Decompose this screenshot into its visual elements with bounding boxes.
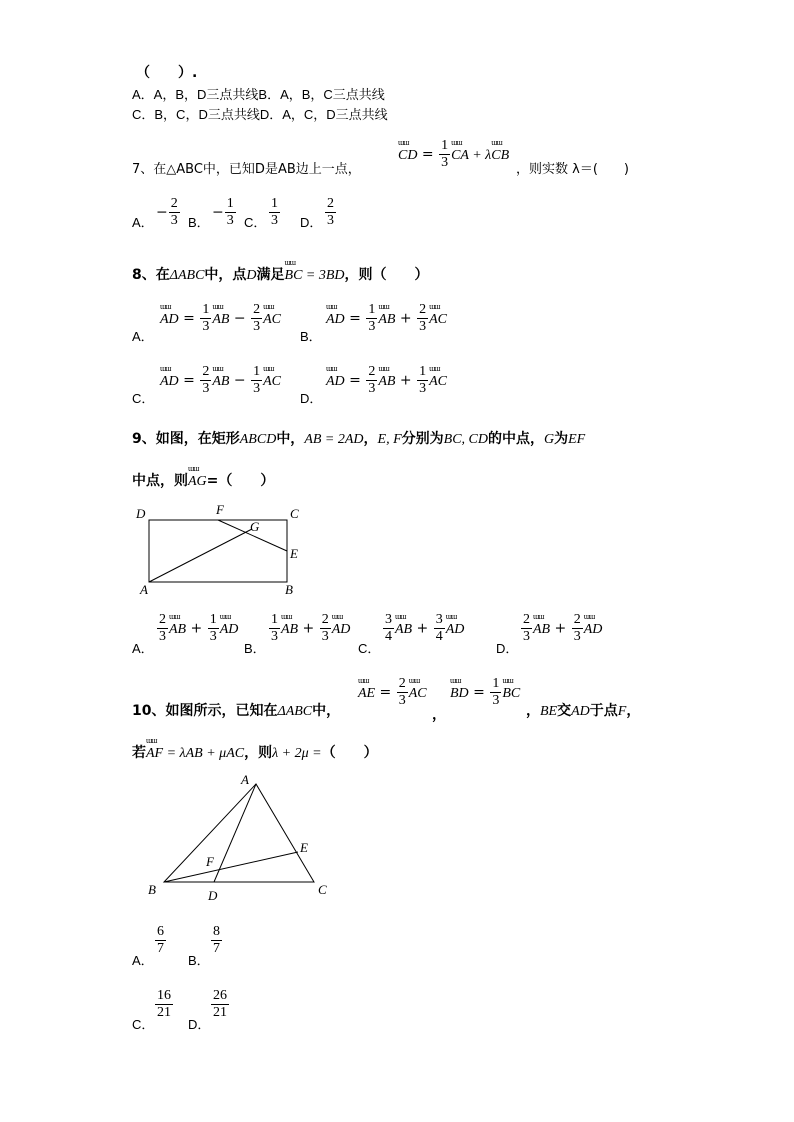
q9-stem-line2: 中点，则ɯɯ AG=（ ） (132, 470, 274, 490)
label-e: E (290, 546, 298, 561)
segment-ag (149, 529, 252, 582)
label-b: B (148, 882, 156, 897)
q10-stem-line1: 10、如图所示，已知在ΔABC中， (132, 703, 341, 719)
q10-ae-formula: ɯɯ AE = $\frac{2}{3}$ ɯɯ AC (358, 676, 427, 709)
label-a: A (241, 772, 249, 787)
segment-ad (214, 784, 256, 882)
label-c: C (318, 882, 327, 897)
q10-figure-triangle (140, 772, 340, 904)
q10-bd-formula: ɯɯ BD = $\frac{1}{3}$ ɯɯ BC (450, 676, 520, 709)
label-f: F (206, 854, 214, 869)
label-e: E (300, 840, 308, 855)
label-a: A (140, 582, 148, 597)
q7-option-a-value: − $\frac{2}{3}$ (156, 196, 178, 228)
label-c: C (290, 506, 299, 521)
q10-stem-line1-tail: ，BE交AD于点F， (526, 703, 641, 719)
label-b: B (285, 582, 293, 597)
q7-option-b-label: B． (188, 215, 210, 230)
label-g: G (250, 519, 260, 534)
q7-option-c-label: C． (244, 215, 267, 230)
label-d: D (136, 506, 146, 521)
label-d: D (208, 888, 218, 903)
segment-be (164, 852, 298, 882)
label-f: F (216, 502, 224, 517)
q10-stem-line2: 若ɯɯ AF = λAB + μAC，则λ + 2μ =（ ） (132, 742, 378, 762)
q6-options-line1: A．A，B，D三点共线B．A，B，C三点共线 (132, 87, 385, 102)
q7-option-c-value: $\frac{1}{3}$ (271, 196, 278, 228)
q10-options: A． $\frac{6}{7}$ B． $\frac{8}{7}$ C． $\frac{16}{21}$ D． $\frac{26}{21}$ (132, 924, 227, 1032)
q7-option-b-value: − $\frac{1}{3}$ (212, 196, 234, 228)
q7-tail: ，则实数 λ＝( ) (516, 162, 629, 177)
q10-sep: ， (432, 707, 446, 723)
q6-paren: （ ）. (136, 65, 198, 81)
rect-abcd (149, 520, 287, 582)
q9-stem-line1: 9、如图，在矩形ABCD中，AB = 2AD，E, F分别为BC, CD的中点，G为EF (132, 431, 586, 447)
q7-stem: 7、在△ABC中，已知D是AB边上一点， (132, 162, 361, 177)
q6-options-line2: C．B，C，D三点共线D．A，C，D三点共线 (132, 107, 388, 122)
q9-options: A． $\frac{2}{3}$ ɯɯ AB + $\frac{1}{3}$ ɯɯ AD B． $\frac{1}{3}$ ɯɯ AB + $\frac{2}{3}$ ɯɯ AD C． $\frac{3}{4}$ ɯɯ AB + $\frac{3}{4}$ ɯɯ AD D． $\frac{2}{3}$ ɯɯ AB + $\frac{2}{3}$ ɯɯ AD (132, 608, 652, 652)
q7-option-d-label: D． (300, 215, 323, 230)
q7-option-d-value: $\frac{2}{3}$ (327, 196, 334, 228)
q9-figure-rectangle (130, 498, 310, 602)
q7-formula: ɯɯ CD = $\frac{1}{3}$ ɯɯ CA + λɯɯ CB (398, 138, 509, 171)
q7-option-a-label: A． (132, 215, 154, 230)
q8-stem: 8、在ΔABC中，点D满足ɯɯ BC = 3BD，则（ ） (132, 264, 429, 284)
triangle-abc (164, 784, 314, 882)
